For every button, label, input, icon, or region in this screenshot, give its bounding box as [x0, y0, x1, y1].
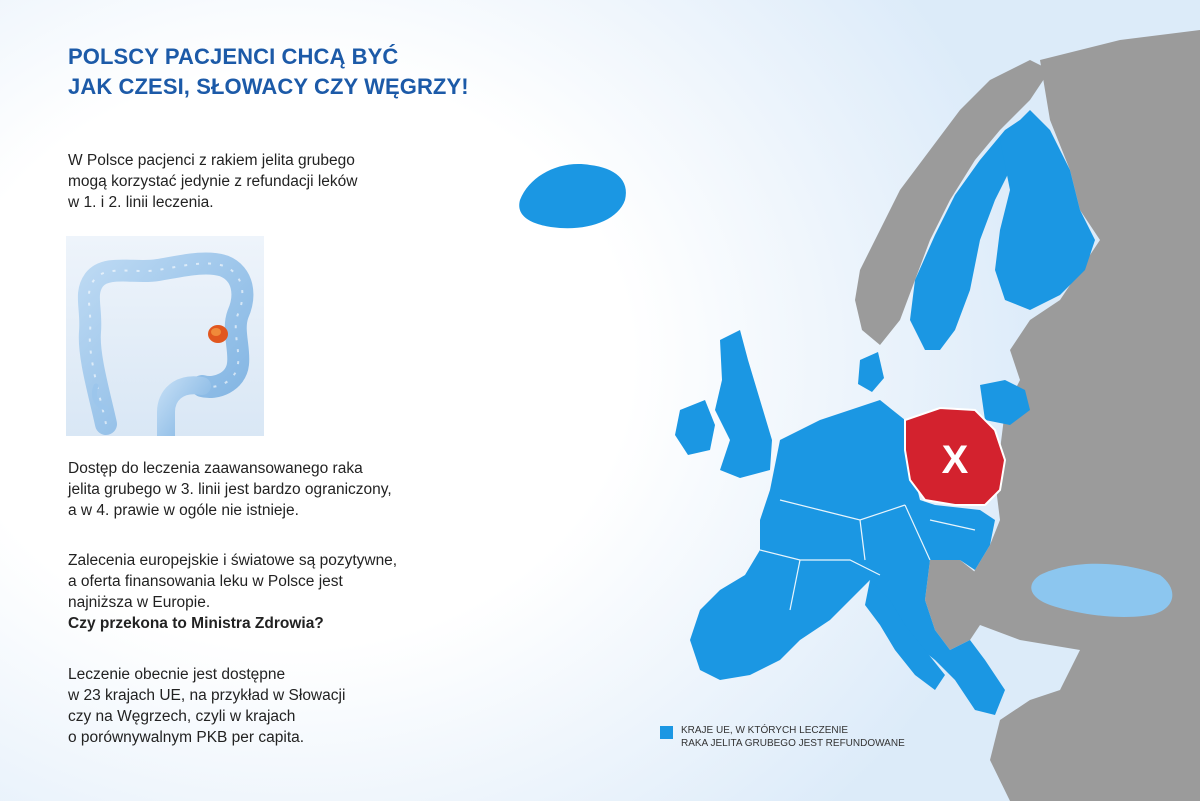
- poland-marker: X: [941, 438, 969, 482]
- availability-line: czy na Węgrzech, czyli w krajach: [68, 708, 296, 725]
- iceland: [519, 164, 626, 228]
- ireland: [675, 400, 715, 455]
- availability-paragraph: [68, 664, 345, 748]
- intro-line: mogą korzystać jedynie z refundacji leków: [68, 173, 358, 190]
- colon-illustration-icon: [66, 236, 264, 436]
- intro-paragraph: [68, 150, 357, 213]
- great-britain: [715, 330, 772, 478]
- europe-map: [470, 0, 1200, 801]
- legend-line-2: RAKA JELITA GRUBEGO JEST REFUNDOWANE: [681, 738, 905, 749]
- page-title: [68, 42, 469, 102]
- intro-line: w 1. i 2. linii leczenia.: [68, 194, 214, 211]
- availability-line: w 23 krajach UE, na przykład w Słowacji: [68, 687, 346, 704]
- availability-line: o porównywalnym PKB per capita.: [68, 729, 305, 746]
- denmark: [858, 352, 884, 392]
- legend-swatch-refunded: [660, 726, 673, 739]
- access-line: Dostęp do leczenia zaawansowanego raka: [68, 460, 363, 477]
- colon-illustration: [66, 236, 264, 436]
- recommendations-paragraph: [68, 550, 397, 634]
- access-line: a w 4. prawie w ogóle nie istnieje.: [68, 502, 299, 519]
- access-line: jelita grubego w 3. linii jest bardzo ograniczony,: [68, 481, 392, 498]
- legend-label: [681, 724, 905, 750]
- title-line-2: JAK CZESI, SŁOWACY CZY WĘGRZY!: [68, 74, 469, 99]
- intro-line: W Polsce pacjenci z rakiem jelita grubego: [68, 152, 355, 169]
- recommendations-line: najniższa w Europie.: [68, 594, 211, 611]
- minister-question: Czy przekona to Ministra Zdrowia?: [68, 615, 324, 632]
- recommendations-line: a oferta finansowania leku w Polsce jest: [68, 573, 343, 590]
- map-legend: [660, 724, 905, 750]
- access-paragraph: [68, 458, 392, 521]
- legend-line-1: KRAJE UE, W KTÓRYCH LECZENIE: [681, 725, 849, 736]
- title-line-1: POLSCY PACJENCI CHCĄ BYĆ: [68, 44, 399, 69]
- availability-line: Leczenie obecnie jest dostępne: [68, 666, 286, 683]
- recommendations-line: Zalecenia europejskie i światowe są pozytywne,: [68, 552, 398, 569]
